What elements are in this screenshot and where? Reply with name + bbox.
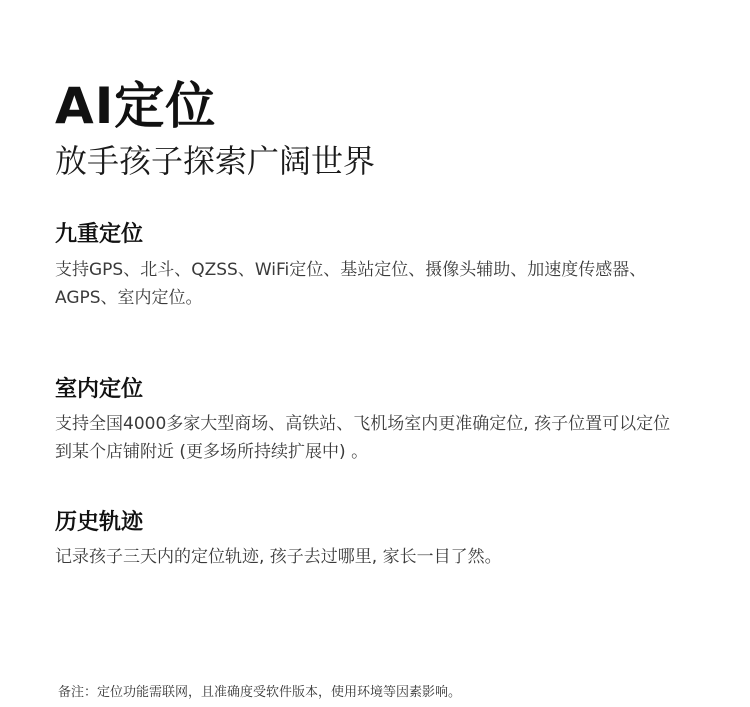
section-body-history-track: 记录孩子三天内的定位轨迹, 孩子去过哪里, 家长一目了然。	[55, 547, 502, 567]
section-heading-history-track: 历史轨迹	[55, 510, 144, 535]
section-body-indoor-positioning: 支持全国4000多家大型商场、高铁站、飞机场室内更准确定位, 孩子位置可以定位到某个店铺附近 (更多场所持续扩展中) 。	[55, 414, 671, 462]
footnote: 备注：定位功能需联网，且准确度受软件版本，使用环境等因素影响。	[58, 685, 462, 700]
section-heading-indoor-positioning: 室内定位	[55, 377, 144, 402]
section-heading-multi-positioning: 九重定位	[55, 222, 144, 247]
page-subtitle: 放手孩子探索广阔世界	[55, 142, 376, 180]
section-body-multi-positioning: 支持GPS、北斗、QZSS、WiFi定位、基站定位、摄像头辅助、加速度传感器、AGPS、室内定位。	[55, 260, 647, 308]
page-title: AI定位	[55, 77, 217, 135]
